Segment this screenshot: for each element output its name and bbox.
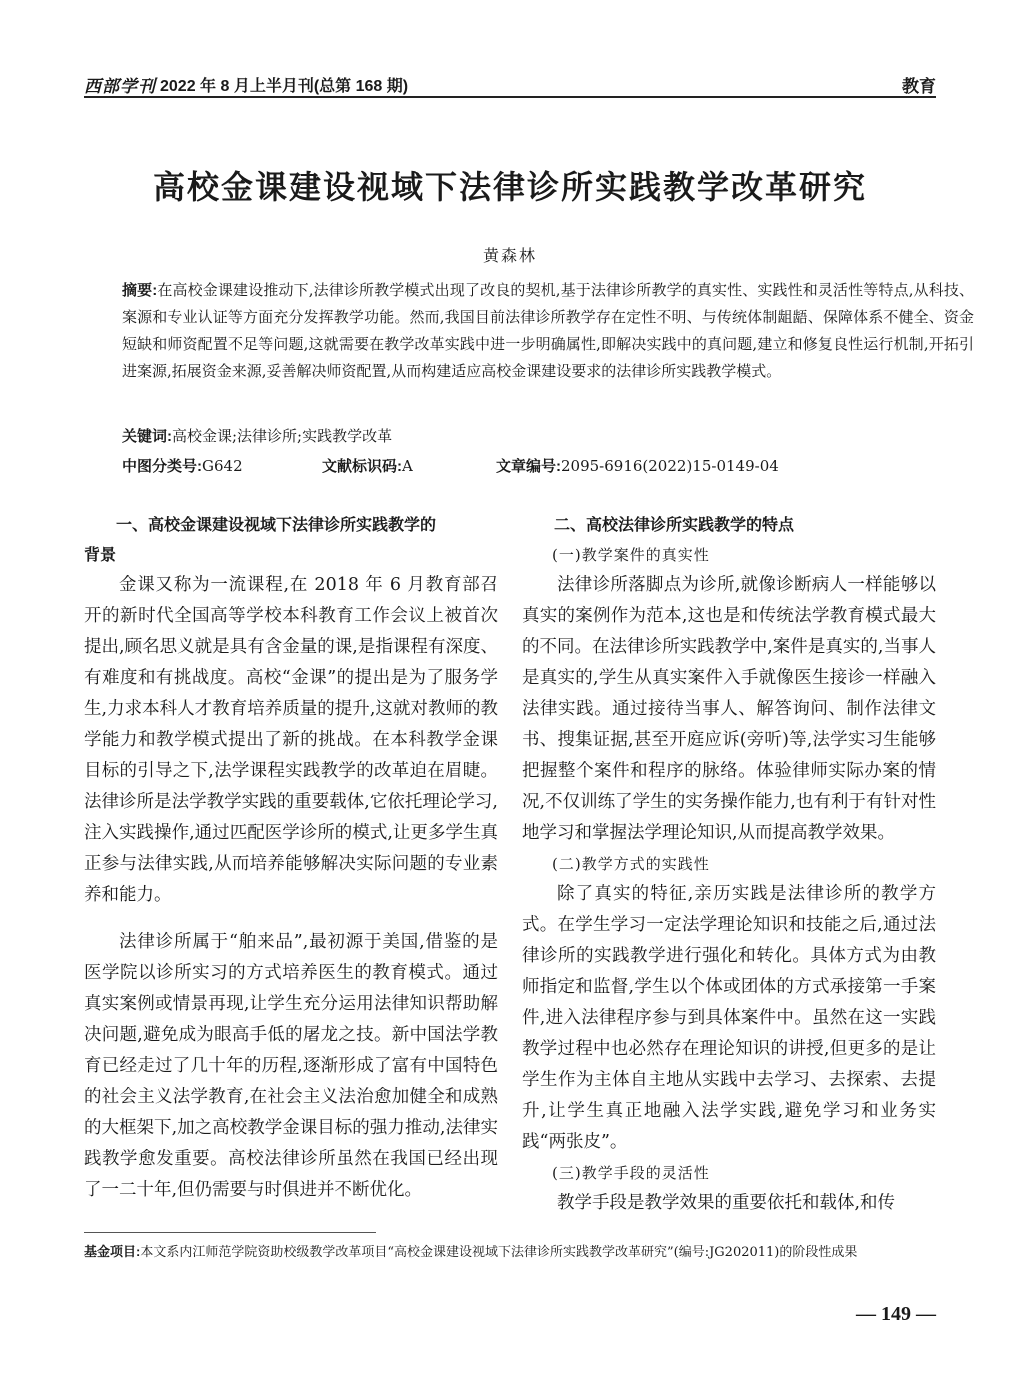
- author-name: 黄森林: [482, 246, 537, 265]
- doc-code-label: 文献标识码:: [322, 458, 402, 475]
- section-heading-1-cont: 背景: [84, 545, 117, 564]
- abstract: [84, 277, 974, 385]
- classification: [122, 455, 243, 476]
- classification-label: 中图分类号:: [122, 458, 202, 475]
- article-title: 高校金课建设视域下法律诊所实践教学改革研究: [152, 168, 867, 206]
- page-header: [84, 72, 936, 98]
- section-heading-2: 二、高校法律诊所实践教学的特点: [554, 515, 795, 534]
- paragraph: 除了真实的特征,亲历实践是法律诊所的教学方式。在学生学习一定法学理论知识和技能之后,通过法律诊所的实践教学进行强化和转化。具体方式为由教师指定和监督,学生以个体或团体的方式承接第一手案件,进入法律程序参与到具体案件中。虽然在这一实践教学过程中也必然存在理论知识的讲授,但更多的是让学生作为主体自主地从实践中去学习、去探索、去提升,让学生真正地融入法学实践,避免学习和业务实践“两张皮”。: [522, 884, 936, 1152]
- paragraph: 教学手段是教学效果的重要依托和载体,和传: [557, 1193, 896, 1213]
- paragraph: 法律诊所落脚点为诊所,就像诊断病人一样能够以真实的案例作为范本,这也是和传统法学教育模式最大的不同。在法律诊所实践教学中,案件是真实的,当事人是真实的,学生从真实案件入手就像医生接诊一样融入法律实践。通过接待当事人、解答询问、制作法律文书、搜集证据,甚至开庭应诉(旁听)等,法学实习生能够把握整个案件和程序的脉络。体验律师实际办案的情况,不仅训练了学生的实务操作能力,也有利于有针对性地学习和掌握法学理论知识,从而提高教学效果。: [522, 575, 936, 843]
- footnote-divider: [84, 1232, 376, 1233]
- footnote-text: 本文系内江师范学院资助校级教学改革项目“高校金课建设视域下法律诊所实践教学改革研究”(编号:JG202011)的阶段性成果: [140, 1245, 858, 1260]
- abstract-label: 摘要:: [122, 282, 158, 299]
- subsection-heading: (三)教学手段的灵活性: [552, 1164, 710, 1182]
- page-number: — 149 —: [856, 1303, 936, 1325]
- doc-code-value: A: [402, 457, 413, 475]
- paragraph: 法律诊所属于“舶来品”,最初源于美国,借鉴的是医学院以诊所实习的方式培养医生的教育模式。通过真实案例或情景再现,让学生充分运用法律知识帮助解决问题,避免成为眼高手低的屠龙之技。新中国法学教育已经走过了几十年的历程,逐渐形成了富有中国特色的社会主义法学教育,在社会主义法治愈加健全和成熟的大框架下,加之高校教学金课目标的强力推动,法律实践教学愈发重要。高校法律诊所虽然在我国已经出现了一二十年,但仍需要与时俱进并不断优化。: [84, 932, 498, 1200]
- journal-issue: 2022 年 8 月上半月刊(总第 168 期): [160, 78, 409, 95]
- journal-logo: 西部学刊: [84, 77, 156, 97]
- section-tag: 教育: [902, 77, 936, 96]
- footnote: [84, 1240, 936, 1265]
- classification-value: G642: [202, 457, 243, 475]
- article-number: [496, 455, 779, 476]
- abstract-text: 在高校金课建设推动下,法律诊所教学模式出现了改良的契机,基于法律诊所教学的真实性、实践性和灵活性等特点,从科技、案源和专业认证等方面充分发挥教学功能。然而,我国目前法律诊所教学存在定性不明、与传统体制龃龉、保障体系不健全、资金短缺和师资配置不足等问题,这就需要在教学改革实践中进一步明确属性,即解决实践中的真问题,建立和修复良性运行机制,开拓引进案源,拓展资金来源,妥善解决师资配置,从而构建适应高校金课建设要求的法律诊所实践教学模式。: [122, 281, 974, 380]
- article-no-value: 2095-6916(2022)15-0149-04: [561, 457, 779, 475]
- subsection-heading: (二)教学方式的实践性: [552, 855, 710, 873]
- article-no-label: 文章编号:: [496, 458, 561, 475]
- keywords-row: [84, 425, 392, 446]
- footnote-label: 基金项目:: [84, 1244, 141, 1259]
- right-column: [522, 510, 936, 1219]
- keywords-text: 高校金课;法律诊所;实践教学改革: [172, 427, 393, 445]
- keywords-label: 关键词:: [122, 428, 172, 445]
- section-heading-1: 一、高校金课建设视域下法律诊所实践教学的: [116, 515, 437, 534]
- paragraph: 金课又称为一流课程,在 2018 年 6 月教育部召开的新时代全国高等学校本科教育工作会议上被首次提出,顾名思义就是具有含金量的课,是指课程有深度、有难度和有挑战度。高校“金课”的提出是为了服务学生,力求本科人才教育培养质量的提升,这就对教师的教学能力和教学模式提出了新的挑战。在本科教学金课目标的引导之下,法学课程实践教学的改革迫在眉睫。法律诊所是法学教学实践的重要载体,它依托理论学习,注入实践操作,通过匹配医学诊所的模式,让更多学生真正参与法律实践,从而培养能够解决实际问题的专业素养和能力。: [84, 575, 498, 905]
- subsection-heading: (一)教学案件的真实性: [552, 546, 710, 564]
- left-column: [84, 510, 498, 1206]
- document-code: [322, 455, 413, 476]
